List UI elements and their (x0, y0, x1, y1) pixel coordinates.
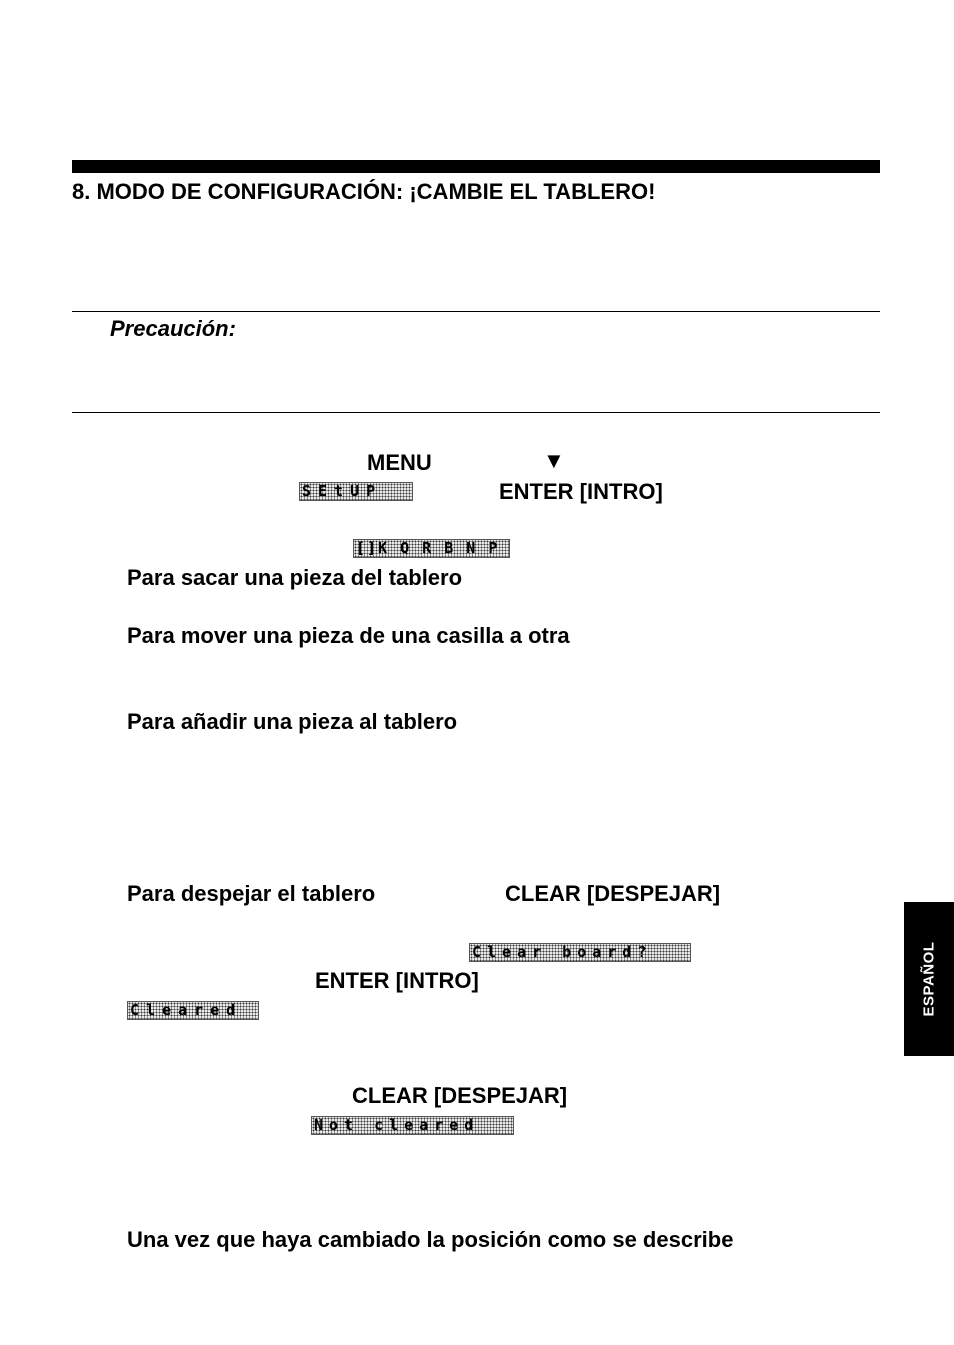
add-piece-heading: Para añadir una pieza al tablero (127, 709, 458, 734)
section-title: 8. MODO DE CONFIGURACIÓN: ¡CAMBIE EL TABLERO! (72, 179, 656, 204)
caution-top-rule (72, 311, 880, 312)
lcd-setup-text: SEtUP (302, 482, 383, 500)
menu-key-label: MENU (367, 450, 432, 475)
lcd-clear-board-display (469, 943, 691, 962)
language-side-tab (904, 902, 954, 1056)
section-top-rule (72, 160, 880, 173)
down-arrow-icon: ▼ (543, 448, 565, 473)
final-heading: Una vez que haya cambiado la posición como se describe (127, 1227, 734, 1252)
lcd-pieces-display (353, 539, 510, 558)
clear-key-label-2: CLEAR [DESPEJAR] (352, 1083, 568, 1108)
clear-board-heading: Para despejar el tablero (127, 881, 376, 906)
enter-key-label-1: ENTER [INTRO] (499, 479, 663, 504)
caution-label: Precaución: (110, 316, 236, 341)
enter-key-label-2: ENTER [INTRO] (315, 968, 479, 993)
lcd-clear-board-text: Clear board? (472, 943, 653, 961)
lcd-setup-display (299, 482, 413, 501)
remove-piece-heading: Para sacar una pieza del tablero (127, 565, 463, 590)
lcd-not-cleared-text: Not cleared (314, 1116, 480, 1134)
lcd-cleared-display (127, 1001, 259, 1020)
move-piece-heading: Para mover una pieza de una casilla a otra (127, 623, 570, 648)
lcd-not-cleared-display (311, 1116, 514, 1135)
clear-key-label-1: CLEAR [DESPEJAR] (505, 881, 721, 906)
lcd-cleared-text: Cleared (130, 1001, 243, 1019)
lcd-pieces-text: []K Q R B N P (356, 539, 500, 557)
language-side-tab-label: ESPAÑOL (920, 941, 938, 1017)
caution-bottom-rule (72, 412, 880, 413)
